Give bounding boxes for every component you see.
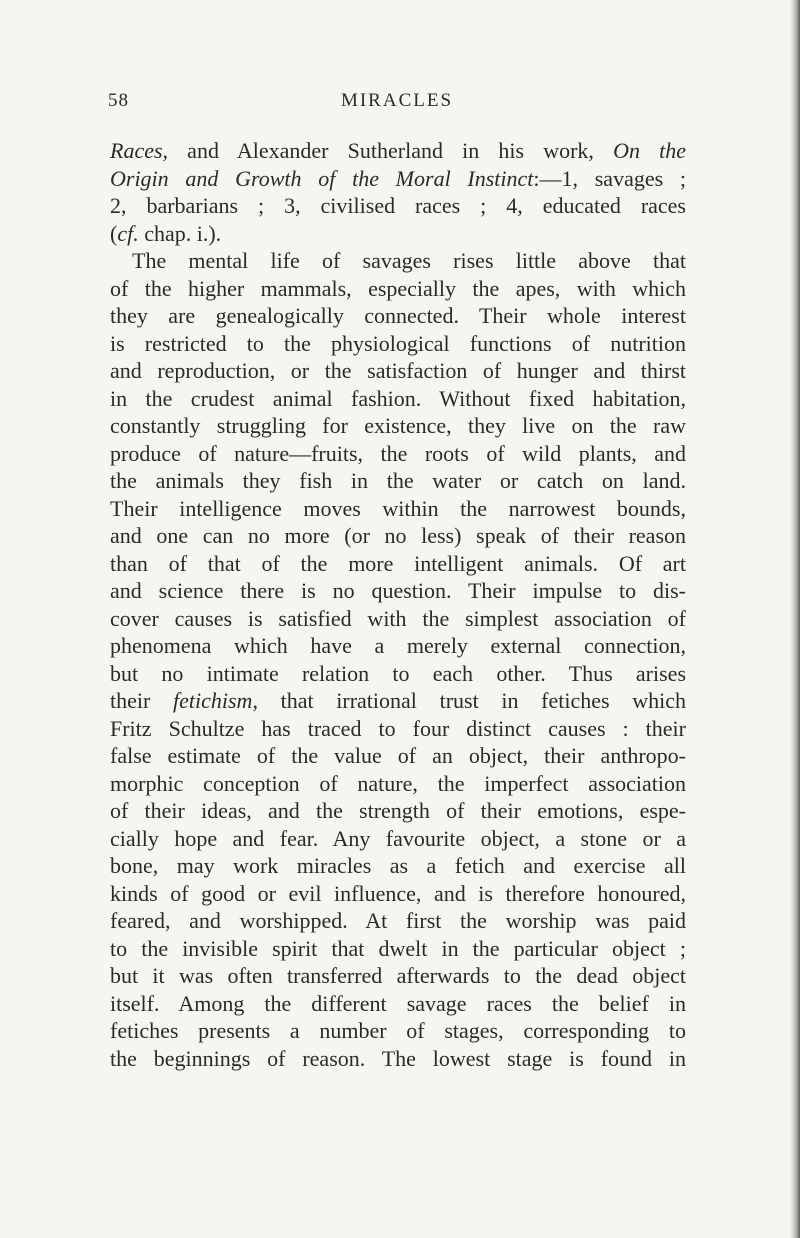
text-line: [110, 632, 686, 660]
text-segment: morphic conception of nature, the imperfect association: [110, 770, 686, 796]
text-segment: The mental life of savages rises little above that: [132, 248, 686, 273]
text-segment: produce of nature—fruits, the roots of wild plants, and: [110, 440, 686, 466]
italic-text: fetichism: [173, 688, 253, 713]
text-segment: feared, and worshipped. At first the worship was paid: [110, 908, 686, 933]
text-line: [110, 907, 686, 935]
running-head: [108, 90, 686, 120]
text-line: [110, 467, 686, 495]
text-segment: the animals they fish in the water or catch on land.: [110, 468, 686, 493]
text-segment: , that irrational trust in fetiches which: [252, 688, 686, 713]
italic-text: cf.: [117, 220, 139, 246]
text-segment: their: [110, 688, 173, 713]
text-line: [110, 330, 686, 358]
text-line: [110, 440, 686, 468]
text-segment: cially hope and fear. Any favourite object, a stone or a: [110, 825, 686, 851]
text-line: [110, 247, 686, 275]
text-line: [110, 687, 686, 715]
text-line: [110, 522, 686, 550]
text-segment: bone, may work miracles as a fetich and exercise all: [110, 853, 686, 878]
text-segment: itself. Among the different savage races the belief in: [110, 990, 686, 1016]
text-line: [110, 935, 686, 963]
text-segment: constantly struggling for existence, they live on the raw: [110, 413, 686, 438]
text-segment: the beginnings of reason. The lowest stage is found in: [110, 1045, 686, 1071]
text-line: [110, 577, 686, 605]
text-segment: than of that of the more intelligent animals. Of art: [110, 550, 686, 576]
italic-text: Races: [110, 138, 163, 163]
text-line: [110, 962, 686, 990]
text-segment: , and Alexander Sutherland in his work,: [162, 138, 614, 163]
text-segment: of their ideas, and the strength of their emotions, espe-: [110, 798, 686, 823]
running-title: MIRACLES: [340, 90, 454, 111]
text-segment: they are genealogically connected. Their whole interest: [110, 303, 686, 328]
page-edge-shadow: [790, 0, 800, 1238]
text-line: [110, 852, 686, 880]
text-line: [110, 137, 686, 165]
text-line: [110, 797, 686, 825]
text-segment: fetiches presents a number of stages, corresponding to: [110, 1018, 686, 1043]
text-line: [110, 192, 686, 220]
text-line: [110, 550, 686, 578]
text-segment: Their intelligence moves within the narrowest bounds,: [110, 495, 686, 521]
text-line: [110, 302, 686, 330]
text-line: [110, 742, 686, 770]
text-line: [110, 412, 686, 440]
text-segment: of the higher mammals, especially the apes, with which: [110, 275, 686, 301]
text-segment: and one can no more (or no less) speak of their reason: [110, 523, 686, 548]
text-line: [110, 495, 686, 523]
text-line: [110, 1045, 686, 1073]
italic-text: Origin and Growth of the Moral Instinct: [110, 165, 534, 191]
text-line: [110, 605, 686, 633]
text-line: [110, 770, 686, 798]
text-segment: false estimate of the value of an object, their anthropo-: [110, 743, 686, 768]
text-line: [110, 1017, 686, 1045]
text-segment: but no intimate relation to each other. Thus arises: [110, 660, 686, 686]
text-line: [110, 825, 686, 853]
text-segment: in the crudest animal fashion. Without fixed habitation,: [110, 385, 686, 411]
text-segment: chap. i.).: [138, 220, 222, 246]
text-segment: cover causes is satisfied with the simplest association of: [110, 605, 686, 631]
text-segment: (: [110, 220, 118, 246]
text-line: [110, 660, 686, 688]
page-number: 58: [108, 90, 129, 111]
text-line: [110, 385, 686, 413]
text-segment: Fritz Schultze has traced to four distinct causes : their: [110, 715, 686, 741]
text-line: [110, 880, 686, 908]
text-line: [110, 165, 686, 193]
text-segment: and reproduction, or the satisfaction of hunger and thirst: [110, 358, 686, 383]
body-text: [110, 137, 686, 1072]
text-line: [110, 275, 686, 303]
text-line: [110, 990, 686, 1018]
text-segment: is restricted to the physiological functions of nutrition: [110, 330, 686, 356]
text-line: [110, 357, 686, 385]
text-line: [110, 220, 686, 248]
text-segment: 2, barbarians ; 3, civilised races ; 4, educated races: [110, 193, 686, 218]
italic-text: On the: [613, 138, 686, 163]
text-segment: and science there is no question. Their impulse to dis-: [110, 578, 686, 603]
text-segment: kinds of good or evil influence, and is therefore honoured,: [110, 880, 686, 906]
text-segment: to the invisible spirit that dwelt in the particular object ;: [110, 935, 686, 961]
text-segment: but it was often transferred afterwards to the dead object: [110, 963, 686, 988]
text-line: [110, 715, 686, 743]
text-segment: phenomena which have a merely external connection,: [110, 633, 686, 658]
text-segment: :—1, savages ;: [533, 165, 686, 191]
